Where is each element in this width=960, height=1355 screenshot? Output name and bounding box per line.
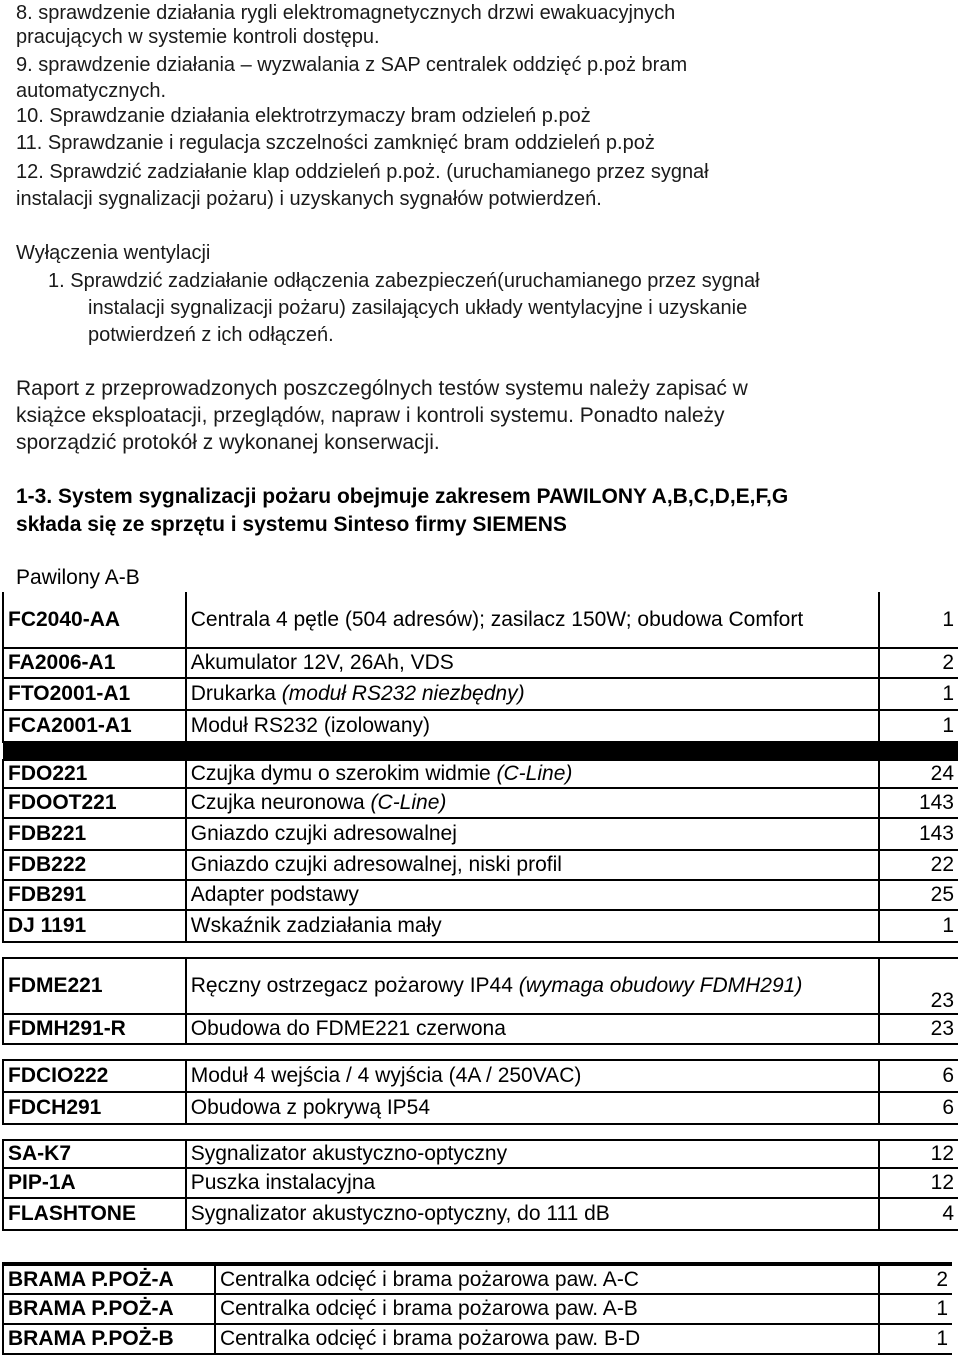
table-row (3, 760, 958, 788)
ventilation-line: 1. Sprawdzić zadziałanie odłączenia zabezpieczeń(uruchamianego przez sygnał (48, 270, 760, 292)
equipment-desc (186, 850, 879, 880)
table-row (3, 1198, 958, 1230)
equipment-code: DJ 1191 (3, 910, 186, 942)
list-line: 11. Sprawdzanie i regulacja szczelności zamknięć bram oddzieleń p.poż (16, 132, 655, 154)
equipment-qty: 12 (879, 1140, 958, 1168)
equipment-desc-text: Adapter podstawy (190, 883, 359, 906)
equipment-desc-text: Akumulator 12V, 26Ah, VDS (190, 651, 454, 674)
equipment-qty: 23 (879, 958, 958, 1014)
ventilation-line: instalacji sygnalizacji pożaru) zasilających układy wentylacyjne i uzyskanie (88, 297, 748, 319)
gate-code: BRAMA P.POŻ-B (3, 1324, 215, 1354)
equipment-qty: 12 (879, 1168, 958, 1198)
equipment-desc (186, 1014, 879, 1044)
equipment-code: FDB291 (3, 880, 186, 910)
equipment-desc-note: (C-Line) (370, 791, 447, 814)
gate-desc: Centralka odcięć i brama pożarowa paw. B-D (215, 1324, 879, 1354)
equipment-qty: 23 (879, 1014, 958, 1044)
gates-table (2, 1262, 952, 1355)
equipment-qty: 22 (879, 850, 958, 880)
table-divider (3, 1044, 958, 1060)
table-row (3, 880, 958, 910)
equipment-desc (186, 1198, 879, 1230)
equipment-desc-text: Drukarka (190, 682, 282, 705)
equipment-desc-note: (C-Line) (496, 762, 573, 785)
equipment-desc (186, 678, 879, 710)
equipment-desc-text: Moduł 4 wejścia / 4 wyjścia (4A / 250VAC) (190, 1064, 582, 1087)
equipment-desc (186, 818, 879, 850)
equipment-code: SA-K7 (3, 1140, 186, 1168)
equipment-qty: 24 (879, 760, 958, 788)
equipment-desc-text: Ręczny ostrzegacz pożarowy IP44 (190, 974, 519, 997)
report-line: książce eksploatacji, przeglądów, napraw i kontroli systemu. Ponadto należy (16, 404, 725, 427)
system-heading-line: składa się ze sprzętu i systemu Sinteso firmy SIEMENS (16, 513, 567, 536)
equipment-code: FDME221 (3, 958, 186, 1014)
ventilation-line: potwierdzeń z ich odłączeń. (88, 324, 334, 346)
equipment-code: FCA2001-A1 (3, 710, 186, 742)
pavilion-label: Pawilony A-B (16, 566, 140, 589)
table-row (3, 910, 958, 942)
equipment-qty: 4 (879, 1198, 958, 1230)
list-line: 8. sprawdzenie działania rygli elektromagnetycznych drzwi ewakuacyjnych (16, 2, 676, 24)
equipment-desc (186, 1060, 879, 1092)
table-row (3, 850, 958, 880)
ventilation-heading: Wyłączenia wentylacji (16, 242, 211, 264)
equipment-code: FDMH291-R (3, 1014, 186, 1044)
gate-desc: Centralka odcięć i brama pożarowa paw. A-C (215, 1264, 879, 1294)
table-row (3, 1264, 952, 1294)
table-row (3, 958, 958, 1014)
equipment-code: FDO221 (3, 760, 186, 788)
equipment-desc-text: Obudowa z pokrywą IP54 (190, 1096, 431, 1119)
table-row (3, 710, 958, 742)
equipment-desc (186, 592, 879, 648)
equipment-qty: 6 (879, 1092, 958, 1124)
equipment-desc-text: Centrala 4 pętle (504 adresów); zasilacz 150W; obudowa Comfort (190, 607, 804, 631)
list-line: pracujących w systemie kontroli dostępu. (16, 26, 380, 48)
report-line: sporządzić protokół z wykonanej konserwacji. (16, 431, 440, 454)
table-divider (3, 742, 958, 760)
gate-desc: Centralka odcięć i brama pożarowa paw. A-B (215, 1294, 879, 1324)
equipment-code: FA2006-A1 (3, 648, 186, 678)
table-divider (3, 1124, 958, 1140)
report-line: Raport z przeprowadzonych poszczególnych testów systemu należy zapisać w (16, 377, 748, 400)
gate-code: BRAMA P.POŻ-A (3, 1264, 215, 1294)
equipment-code: FDCIO222 (3, 1060, 186, 1092)
table-row (3, 818, 958, 850)
table-row (3, 648, 958, 678)
equipment-qty: 1 (879, 678, 958, 710)
table-row (3, 1140, 958, 1168)
equipment-code: FC2040-AA (3, 592, 186, 648)
equipment-desc (186, 788, 879, 818)
gate-code: BRAMA P.POŻ-A (3, 1294, 215, 1324)
table-row (3, 1294, 952, 1324)
equipment-code: FDOOT221 (3, 788, 186, 818)
table-row (3, 1168, 958, 1198)
equipment-qty: 25 (879, 880, 958, 910)
equipment-code: FDB221 (3, 818, 186, 850)
equipment-qty: 143 (879, 788, 958, 818)
equipment-desc-text: Sygnalizator akustyczno-optyczny, do 111 dB (190, 1202, 610, 1225)
equipment-desc-text: Sygnalizator akustyczno-optyczny (190, 1142, 508, 1165)
system-heading-line: 1-3. System sygnalizacji pożaru obejmuje zakresem PAWILONY A,B,C,D,E,F,G (16, 485, 789, 508)
equipment-desc-text: Gniazdo czujki adresowalnej (190, 822, 457, 845)
equipment-desc (186, 910, 879, 942)
list-line: 9. sprawdzenie działania – wyzwalania z SAP centralek oddzięć p.poż bram (16, 54, 688, 76)
equipment-desc-text: Wskaźnik zadziałania mały (190, 914, 442, 937)
equipment-code: FDCH291 (3, 1092, 186, 1124)
equipment-desc-text: Czujka neuronowa (190, 791, 371, 814)
equipment-desc-text: Moduł RS232 (izolowany) (190, 714, 431, 737)
equipment-desc-note: (wymaga obudowy FDMH291) (518, 974, 803, 997)
gate-qty: 1 (879, 1324, 952, 1354)
equipment-code: FDB222 (3, 850, 186, 880)
equipment-desc (186, 710, 879, 742)
equipment-desc (186, 1140, 879, 1168)
equipment-qty: 2 (879, 648, 958, 678)
equipment-qty: 1 (879, 710, 958, 742)
table-row (3, 678, 958, 710)
equipment-desc (186, 648, 879, 678)
equipment-qty: 1 (879, 910, 958, 942)
equipment-desc-text: Obudowa do FDME221 czerwona (190, 1017, 506, 1040)
gate-qty: 2 (879, 1264, 952, 1294)
equipment-qty: 6 (879, 1060, 958, 1092)
table-row (3, 788, 958, 818)
list-line: 10. Sprawdzanie działania elektrotrzymaczy bram odzieleń p.poż (16, 105, 591, 127)
equipment-desc (186, 958, 879, 1014)
gate-qty: 1 (879, 1294, 952, 1324)
table-row (3, 1092, 958, 1124)
equipment-desc-text: Gniazdo czujki adresowalnej, niski profil (190, 853, 562, 876)
equipment-desc (186, 1092, 879, 1124)
table-divider (3, 942, 958, 958)
table-row (3, 1324, 952, 1354)
list-line: automatycznych. (16, 80, 167, 102)
equipment-desc (186, 760, 879, 788)
equipment-desc-note: (moduł RS232 niezbędny) (281, 682, 525, 705)
equipment-qty: 1 (879, 592, 958, 648)
equipment-table (2, 592, 958, 1231)
table-row (3, 592, 958, 648)
table-row (3, 1014, 958, 1044)
equipment-qty: 143 (879, 818, 958, 850)
list-line: instalacji sygnalizacji pożaru) i uzyskanych sygnałów potwierdzeń. (16, 188, 602, 210)
equipment-desc (186, 880, 879, 910)
equipment-desc-text: Puszka instalacyjna (190, 1171, 376, 1194)
list-line: 12. Sprawdzić zadziałanie klap oddzieleń p.poż. (uruchamianego przez sygnał (16, 161, 709, 183)
equipment-desc-text: Czujka dymu o szerokim widmie (190, 762, 497, 785)
equipment-desc (186, 1168, 879, 1198)
equipment-code: FLASHTONE (3, 1198, 186, 1230)
table-row (3, 1060, 958, 1092)
equipment-code: PIP-1A (3, 1168, 186, 1198)
equipment-code: FTO2001-A1 (3, 678, 186, 710)
